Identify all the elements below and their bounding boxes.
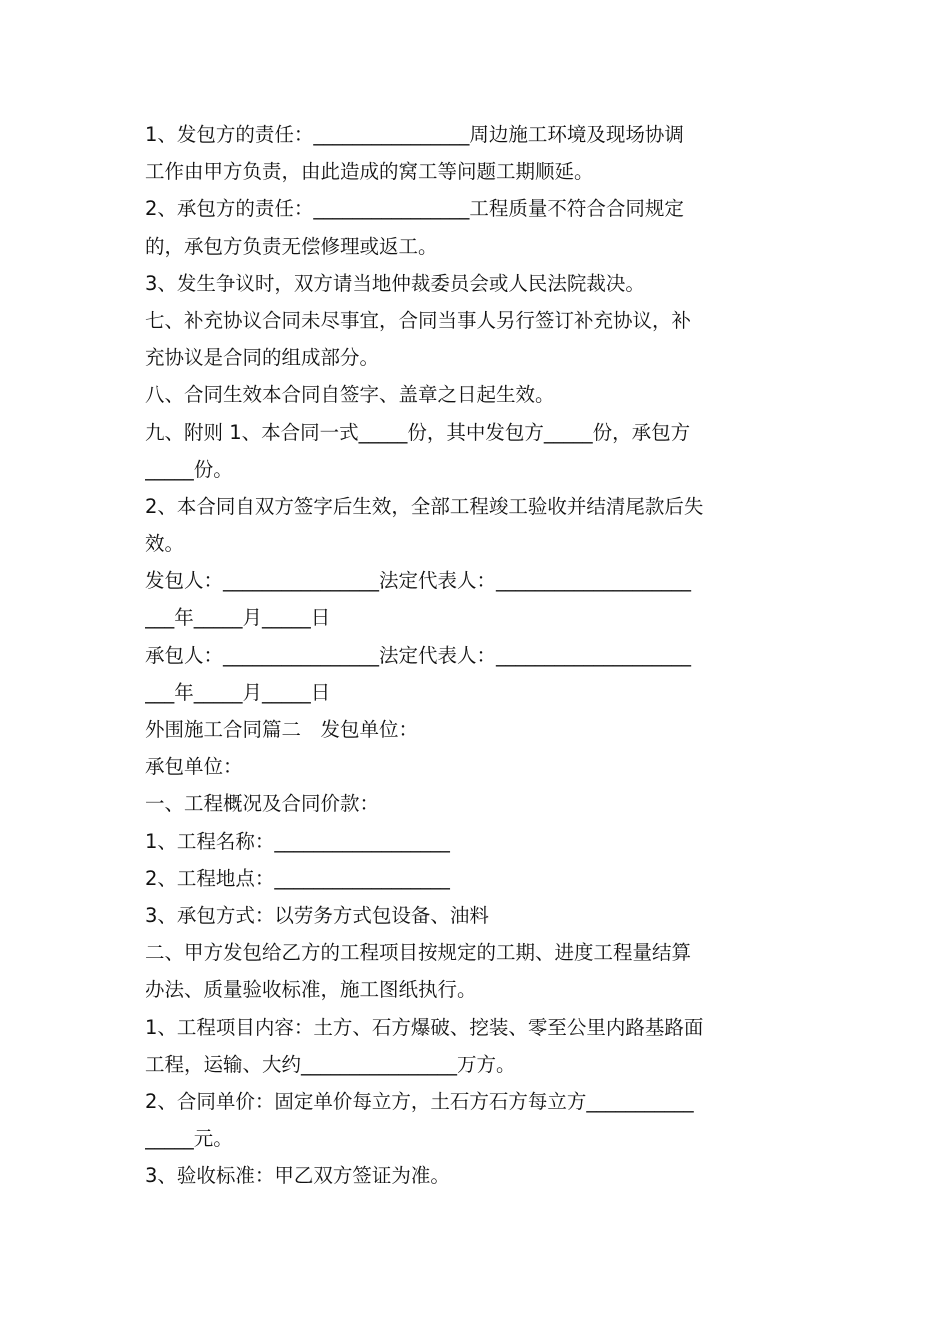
text-line: 3、发生争议时，双方请当地仲裁委员会或人民法院裁决。 [145, 271, 645, 295]
text-line: 2、合同单价：固定单价每立方，土石方石方每立方___________ [145, 1089, 694, 1113]
text-line: 承包单位： [145, 755, 243, 779]
text-line: ___年_____月_____日 [145, 680, 331, 704]
text-line: 工程，运输、大约________________万方。 [145, 1052, 516, 1076]
text-line: 七、补充协议合同未尽事宜，合同当事人另行签订补充协议，补 [145, 308, 692, 332]
text-line: 2、工程地点：__________________ [145, 866, 450, 890]
text-line: 八、合同生效本合同自签字、盖章之日起生效。 [145, 383, 555, 407]
text-line: 3、承包方式：以劳务方式包设备、油料 [145, 903, 489, 927]
text-line: 的，承包方负责无偿修理或返工。 [145, 234, 438, 258]
text-line: _____份。 [145, 457, 233, 481]
text-line: 九、附则 1、本合同一式_____份，其中发包方_____份，承包方 [145, 420, 691, 444]
text-line: 发包人：________________法定代表人：____________________ [145, 569, 692, 593]
text-line: 3、验收标准：甲乙双方签证为准。 [145, 1164, 450, 1188]
text-line: 一、工程概况及合同价款： [145, 792, 380, 816]
text-line: 1、工程名称：__________________ [145, 829, 450, 853]
text-line: 效。 [145, 532, 185, 556]
document-page [145, 116, 810, 1194]
text-line: 工作由甲方负责，由此造成的窝工等问题工期顺延。 [145, 160, 594, 184]
text-line: 办法、质量验收标准，施工图纸执行。 [145, 978, 477, 1002]
text-line: _____元。 [145, 1127, 233, 1151]
text-line: 1、工程项目内容：土方、石方爆破、挖装、零至公里内路基路面 [145, 1015, 704, 1039]
text-line: 承包人：________________法定代表人：____________________ [145, 643, 692, 667]
text-line: 1、发包方的责任：________________周边施工环境及现场协调 [145, 123, 684, 146]
text-line: 2、承包方的责任：________________工程质量不符合合同规定 [145, 197, 684, 221]
text-line: 充协议是合同的组成部分。 [145, 346, 380, 370]
text-line: 外围施工合同篇二 发包单位： [145, 718, 419, 741]
text-line: 2、本合同自双方签字后生效，全部工程竣工验收并结清尾款后失 [145, 494, 704, 518]
text-line: ___年_____月_____日 [145, 606, 331, 630]
text-line: 二、甲方发包给乙方的工程项目按规定的工期、进度工程量结算 [145, 941, 692, 965]
